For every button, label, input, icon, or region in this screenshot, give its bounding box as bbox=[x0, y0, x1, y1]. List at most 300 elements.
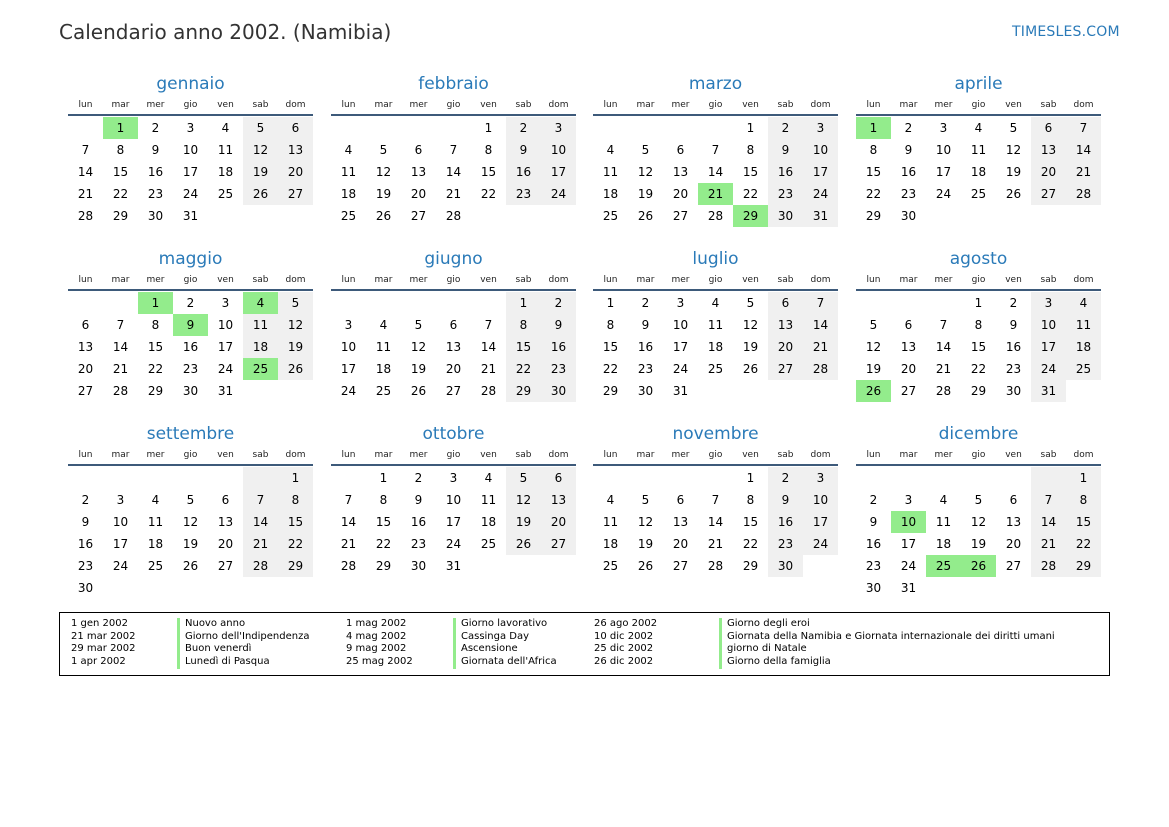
day-cell[interactable]: 24 bbox=[803, 533, 838, 555]
day-cell[interactable]: 5 bbox=[243, 117, 278, 139]
holiday-day-cell[interactable]: 26 bbox=[856, 380, 891, 402]
day-cell[interactable]: 13 bbox=[768, 314, 803, 336]
day-cell[interactable]: 27 bbox=[900, 384, 917, 398]
day-cell[interactable]: 12 bbox=[375, 165, 392, 179]
day-cell[interactable]: 28 bbox=[935, 384, 952, 398]
day-cell[interactable]: 28 bbox=[77, 209, 94, 223]
day-cell[interactable]: 25 bbox=[602, 559, 619, 573]
day-cell[interactable]: 3 bbox=[344, 318, 353, 332]
day-cell[interactable]: 25 bbox=[375, 384, 392, 398]
day-cell[interactable]: 9 bbox=[151, 143, 160, 157]
day-cell[interactable]: 12 bbox=[1005, 143, 1022, 157]
day-cell[interactable]: 4 bbox=[484, 471, 493, 485]
day-cell[interactable]: 14 bbox=[803, 314, 838, 336]
day-cell[interactable]: 10 bbox=[803, 489, 838, 511]
day-cell[interactable]: 27 bbox=[217, 559, 234, 573]
day-cell[interactable]: 10 bbox=[672, 318, 689, 332]
day-cell[interactable]: 14 bbox=[707, 165, 724, 179]
day-cell[interactable]: 18 bbox=[970, 165, 987, 179]
day-cell[interactable]: 15 bbox=[602, 340, 619, 354]
day-cell[interactable]: 17 bbox=[803, 511, 838, 533]
day-cell[interactable]: 29 bbox=[602, 384, 619, 398]
day-cell[interactable]: 18 bbox=[602, 537, 619, 551]
day-cell[interactable]: 3 bbox=[186, 121, 195, 135]
day-cell[interactable]: 9 bbox=[869, 515, 878, 529]
day-cell[interactable]: 23 bbox=[768, 533, 803, 555]
day-cell[interactable]: 19 bbox=[970, 537, 987, 551]
day-cell[interactable]: 14 bbox=[1031, 511, 1066, 533]
day-cell[interactable]: 10 bbox=[217, 318, 234, 332]
day-cell[interactable]: 30 bbox=[637, 384, 654, 398]
day-cell[interactable]: 21 bbox=[707, 537, 724, 551]
day-cell[interactable]: 7 bbox=[81, 143, 90, 157]
day-cell[interactable]: 15 bbox=[480, 165, 497, 179]
day-cell[interactable]: 15 bbox=[147, 340, 164, 354]
day-cell[interactable]: 8 bbox=[278, 489, 313, 511]
day-cell[interactable]: 7 bbox=[116, 318, 125, 332]
day-cell[interactable]: 16 bbox=[865, 537, 882, 551]
holiday-day-cell[interactable]: 1 bbox=[103, 117, 138, 139]
day-cell[interactable]: 25 bbox=[970, 187, 987, 201]
day-cell[interactable]: 27 bbox=[445, 384, 462, 398]
day-cell[interactable]: 8 bbox=[1066, 489, 1101, 511]
brand-link[interactable]: TIMESLES.COM bbox=[1012, 24, 1120, 40]
day-cell[interactable]: 15 bbox=[375, 515, 392, 529]
day-cell[interactable]: 31 bbox=[445, 559, 462, 573]
day-cell[interactable]: 29 bbox=[742, 559, 759, 573]
day-cell[interactable]: 11 bbox=[1066, 314, 1101, 336]
day-cell[interactable]: 1 bbox=[1066, 467, 1101, 489]
day-cell[interactable]: 13 bbox=[217, 515, 234, 529]
day-cell[interactable]: 6 bbox=[541, 467, 576, 489]
day-cell[interactable]: 7 bbox=[344, 493, 353, 507]
day-cell[interactable]: 12 bbox=[742, 318, 759, 332]
day-cell[interactable]: 30 bbox=[182, 384, 199, 398]
day-cell[interactable]: 22 bbox=[480, 187, 497, 201]
day-cell[interactable]: 30 bbox=[410, 559, 427, 573]
day-cell[interactable]: 17 bbox=[1031, 336, 1066, 358]
holiday-day-cell[interactable]: 26 bbox=[961, 555, 996, 577]
day-cell[interactable]: 16 bbox=[1005, 340, 1022, 354]
day-cell[interactable]: 6 bbox=[904, 318, 913, 332]
day-cell[interactable]: 2 bbox=[506, 117, 541, 139]
day-cell[interactable]: 2 bbox=[151, 121, 160, 135]
day-cell[interactable]: 2 bbox=[81, 493, 90, 507]
day-cell[interactable]: 21 bbox=[77, 187, 94, 201]
day-cell[interactable]: 2 bbox=[768, 467, 803, 489]
day-cell[interactable]: 31 bbox=[672, 384, 689, 398]
day-cell[interactable]: 21 bbox=[935, 362, 952, 376]
holiday-day-cell[interactable]: 25 bbox=[926, 555, 961, 577]
day-cell[interactable]: 18 bbox=[217, 165, 234, 179]
day-cell[interactable]: 30 bbox=[147, 209, 164, 223]
day-cell[interactable]: 9 bbox=[81, 515, 90, 529]
day-cell[interactable]: 21 bbox=[445, 187, 462, 201]
day-cell[interactable]: 27 bbox=[768, 358, 803, 380]
day-cell[interactable]: 11 bbox=[602, 165, 619, 179]
day-cell[interactable]: 6 bbox=[768, 292, 803, 314]
day-cell[interactable]: 23 bbox=[1005, 362, 1022, 376]
day-cell[interactable]: 12 bbox=[182, 515, 199, 529]
day-cell[interactable]: 6 bbox=[414, 143, 423, 157]
holiday-day-cell[interactable]: 4 bbox=[243, 292, 278, 314]
day-cell[interactable]: 23 bbox=[900, 187, 917, 201]
day-cell[interactable]: 6 bbox=[278, 117, 313, 139]
day-cell[interactable]: 30 bbox=[900, 209, 917, 223]
day-cell[interactable]: 29 bbox=[865, 209, 882, 223]
day-cell[interactable]: 10 bbox=[541, 139, 576, 161]
day-cell[interactable]: 13 bbox=[410, 165, 427, 179]
day-cell[interactable]: 21 bbox=[1031, 533, 1066, 555]
day-cell[interactable]: 6 bbox=[1031, 117, 1066, 139]
day-cell[interactable]: 25 bbox=[480, 537, 497, 551]
day-cell[interactable]: 31 bbox=[182, 209, 199, 223]
day-cell[interactable]: 11 bbox=[707, 318, 724, 332]
day-cell[interactable]: 28 bbox=[340, 559, 357, 573]
day-cell[interactable]: 20 bbox=[900, 362, 917, 376]
day-cell[interactable]: 11 bbox=[340, 165, 357, 179]
day-cell[interactable]: 28 bbox=[445, 209, 462, 223]
day-cell[interactable]: 20 bbox=[278, 161, 313, 183]
day-cell[interactable]: 12 bbox=[637, 165, 654, 179]
day-cell[interactable]: 3 bbox=[449, 471, 458, 485]
day-cell[interactable]: 19 bbox=[506, 511, 541, 533]
day-cell[interactable]: 17 bbox=[803, 161, 838, 183]
day-cell[interactable]: 16 bbox=[541, 336, 576, 358]
day-cell[interactable]: 19 bbox=[637, 187, 654, 201]
day-cell[interactable]: 22 bbox=[742, 537, 759, 551]
day-cell[interactable]: 4 bbox=[606, 493, 615, 507]
day-cell[interactable]: 10 bbox=[340, 340, 357, 354]
day-cell[interactable]: 4 bbox=[1066, 292, 1101, 314]
day-cell[interactable]: 20 bbox=[672, 187, 689, 201]
day-cell[interactable]: 11 bbox=[935, 515, 952, 529]
day-cell[interactable]: 24 bbox=[182, 187, 199, 201]
day-cell[interactable]: 16 bbox=[410, 515, 427, 529]
day-cell[interactable]: 13 bbox=[672, 515, 689, 529]
day-cell[interactable]: 18 bbox=[1066, 336, 1101, 358]
day-cell[interactable]: 21 bbox=[480, 362, 497, 376]
day-cell[interactable]: 13 bbox=[77, 340, 94, 354]
day-cell[interactable]: 19 bbox=[375, 187, 392, 201]
day-cell[interactable]: 18 bbox=[340, 187, 357, 201]
day-cell[interactable]: 27 bbox=[541, 533, 576, 555]
day-cell[interactable]: 7 bbox=[939, 318, 948, 332]
day-cell[interactable]: 16 bbox=[637, 340, 654, 354]
day-cell[interactable]: 15 bbox=[865, 165, 882, 179]
day-cell[interactable]: 23 bbox=[865, 559, 882, 573]
day-cell[interactable]: 17 bbox=[900, 537, 917, 551]
day-cell[interactable]: 28 bbox=[1066, 183, 1101, 205]
day-cell[interactable]: 21 bbox=[243, 533, 278, 555]
day-cell[interactable]: 9 bbox=[506, 139, 541, 161]
day-cell[interactable]: 9 bbox=[768, 489, 803, 511]
day-cell[interactable]: 11 bbox=[147, 515, 164, 529]
day-cell[interactable]: 20 bbox=[1005, 537, 1022, 551]
day-cell[interactable]: 27 bbox=[1005, 559, 1022, 573]
day-cell[interactable]: 28 bbox=[1031, 555, 1066, 577]
day-cell[interactable]: 18 bbox=[375, 362, 392, 376]
day-cell[interactable]: 3 bbox=[939, 121, 948, 135]
day-cell[interactable]: 11 bbox=[243, 314, 278, 336]
day-cell[interactable]: 6 bbox=[676, 493, 685, 507]
day-cell[interactable]: 27 bbox=[410, 209, 427, 223]
day-cell[interactable]: 10 bbox=[445, 493, 462, 507]
day-cell[interactable]: 24 bbox=[541, 183, 576, 205]
day-cell[interactable]: 25 bbox=[707, 362, 724, 376]
day-cell[interactable]: 27 bbox=[77, 384, 94, 398]
day-cell[interactable]: 3 bbox=[676, 296, 685, 310]
day-cell[interactable]: 25 bbox=[340, 209, 357, 223]
day-cell[interactable]: 8 bbox=[974, 318, 983, 332]
day-cell[interactable]: 14 bbox=[707, 515, 724, 529]
day-cell[interactable]: 22 bbox=[970, 362, 987, 376]
day-cell[interactable]: 30 bbox=[1005, 384, 1022, 398]
day-cell[interactable]: 19 bbox=[410, 362, 427, 376]
day-cell[interactable]: 1 bbox=[506, 292, 541, 314]
day-cell[interactable]: 19 bbox=[1005, 165, 1022, 179]
day-cell[interactable]: 5 bbox=[746, 296, 755, 310]
day-cell[interactable]: 31 bbox=[900, 581, 917, 595]
day-cell[interactable]: 14 bbox=[340, 515, 357, 529]
day-cell[interactable]: 20 bbox=[445, 362, 462, 376]
day-cell[interactable]: 14 bbox=[77, 165, 94, 179]
day-cell[interactable]: 22 bbox=[742, 187, 759, 201]
day-cell[interactable]: 11 bbox=[480, 493, 497, 507]
day-cell[interactable]: 1 bbox=[379, 471, 388, 485]
day-cell[interactable]: 12 bbox=[506, 489, 541, 511]
day-cell[interactable]: 24 bbox=[900, 559, 917, 573]
day-cell[interactable]: 10 bbox=[112, 515, 129, 529]
day-cell[interactable]: 1 bbox=[484, 121, 493, 135]
day-cell[interactable]: 12 bbox=[410, 340, 427, 354]
day-cell[interactable]: 9 bbox=[641, 318, 650, 332]
day-cell[interactable]: 14 bbox=[243, 511, 278, 533]
day-cell[interactable]: 15 bbox=[112, 165, 129, 179]
day-cell[interactable]: 1 bbox=[746, 121, 755, 135]
day-cell[interactable]: 28 bbox=[112, 384, 129, 398]
day-cell[interactable]: 12 bbox=[970, 515, 987, 529]
day-cell[interactable]: 9 bbox=[904, 143, 913, 157]
day-cell[interactable]: 16 bbox=[147, 165, 164, 179]
day-cell[interactable]: 30 bbox=[768, 205, 803, 227]
day-cell[interactable]: 31 bbox=[803, 205, 838, 227]
day-cell[interactable]: 20 bbox=[768, 336, 803, 358]
day-cell[interactable]: 14 bbox=[112, 340, 129, 354]
day-cell[interactable]: 1 bbox=[746, 471, 755, 485]
day-cell[interactable]: 24 bbox=[803, 183, 838, 205]
day-cell[interactable]: 15 bbox=[742, 515, 759, 529]
day-cell[interactable]: 5 bbox=[869, 318, 878, 332]
day-cell[interactable]: 31 bbox=[1031, 380, 1066, 402]
day-cell[interactable]: 20 bbox=[410, 187, 427, 201]
day-cell[interactable]: 14 bbox=[445, 165, 462, 179]
day-cell[interactable]: 15 bbox=[970, 340, 987, 354]
day-cell[interactable]: 17 bbox=[340, 362, 357, 376]
day-cell[interactable]: 23 bbox=[182, 362, 199, 376]
day-cell[interactable]: 19 bbox=[865, 362, 882, 376]
day-cell[interactable]: 25 bbox=[602, 209, 619, 223]
day-cell[interactable]: 5 bbox=[414, 318, 423, 332]
day-cell[interactable]: 8 bbox=[151, 318, 160, 332]
day-cell[interactable]: 4 bbox=[711, 296, 720, 310]
day-cell[interactable]: 6 bbox=[1009, 493, 1018, 507]
day-cell[interactable]: 29 bbox=[970, 384, 987, 398]
day-cell[interactable]: 5 bbox=[974, 493, 983, 507]
day-cell[interactable]: 20 bbox=[217, 537, 234, 551]
day-cell[interactable]: 5 bbox=[186, 493, 195, 507]
day-cell[interactable]: 22 bbox=[506, 358, 541, 380]
day-cell[interactable]: 15 bbox=[278, 511, 313, 533]
day-cell[interactable]: 8 bbox=[484, 143, 493, 157]
day-cell[interactable]: 21 bbox=[340, 537, 357, 551]
day-cell[interactable]: 19 bbox=[278, 336, 313, 358]
day-cell[interactable]: 7 bbox=[1031, 489, 1066, 511]
day-cell[interactable]: 18 bbox=[480, 515, 497, 529]
day-cell[interactable]: 29 bbox=[506, 380, 541, 402]
day-cell[interactable]: 27 bbox=[1031, 183, 1066, 205]
day-cell[interactable]: 6 bbox=[676, 143, 685, 157]
day-cell[interactable]: 18 bbox=[707, 340, 724, 354]
day-cell[interactable]: 29 bbox=[112, 209, 129, 223]
day-cell[interactable]: 23 bbox=[147, 187, 164, 201]
day-cell[interactable]: 14 bbox=[480, 340, 497, 354]
holiday-day-cell[interactable]: 25 bbox=[243, 358, 278, 380]
day-cell[interactable]: 28 bbox=[707, 209, 724, 223]
day-cell[interactable]: 18 bbox=[243, 336, 278, 358]
day-cell[interactable]: 24 bbox=[672, 362, 689, 376]
day-cell[interactable]: 27 bbox=[672, 559, 689, 573]
day-cell[interactable]: 13 bbox=[1005, 515, 1022, 529]
day-cell[interactable]: 17 bbox=[445, 515, 462, 529]
day-cell[interactable]: 6 bbox=[449, 318, 458, 332]
day-cell[interactable]: 23 bbox=[541, 358, 576, 380]
day-cell[interactable]: 12 bbox=[278, 314, 313, 336]
day-cell[interactable]: 16 bbox=[182, 340, 199, 354]
holiday-day-cell[interactable]: 9 bbox=[173, 314, 208, 336]
day-cell[interactable]: 22 bbox=[375, 537, 392, 551]
day-cell[interactable]: 16 bbox=[900, 165, 917, 179]
day-cell[interactable]: 3 bbox=[803, 467, 838, 489]
day-cell[interactable]: 19 bbox=[742, 340, 759, 354]
day-cell[interactable]: 29 bbox=[375, 559, 392, 573]
day-cell[interactable]: 21 bbox=[1066, 161, 1101, 183]
day-cell[interactable]: 26 bbox=[182, 559, 199, 573]
day-cell[interactable]: 22 bbox=[147, 362, 164, 376]
day-cell[interactable]: 5 bbox=[379, 143, 388, 157]
day-cell[interactable]: 1 bbox=[278, 467, 313, 489]
day-cell[interactable]: 23 bbox=[637, 362, 654, 376]
day-cell[interactable]: 1 bbox=[606, 296, 615, 310]
day-cell[interactable]: 26 bbox=[1005, 187, 1022, 201]
day-cell[interactable]: 17 bbox=[217, 340, 234, 354]
day-cell[interactable]: 9 bbox=[414, 493, 423, 507]
day-cell[interactable]: 14 bbox=[1066, 139, 1101, 161]
day-cell[interactable]: 16 bbox=[506, 161, 541, 183]
day-cell[interactable]: 10 bbox=[1031, 314, 1066, 336]
day-cell[interactable]: 26 bbox=[243, 183, 278, 205]
day-cell[interactable]: 2 bbox=[1009, 296, 1018, 310]
day-cell[interactable]: 2 bbox=[641, 296, 650, 310]
day-cell[interactable]: 2 bbox=[869, 493, 878, 507]
day-cell[interactable]: 24 bbox=[340, 384, 357, 398]
day-cell[interactable]: 24 bbox=[217, 362, 234, 376]
day-cell[interactable]: 13 bbox=[278, 139, 313, 161]
day-cell[interactable]: 20 bbox=[1031, 161, 1066, 183]
day-cell[interactable]: 10 bbox=[182, 143, 199, 157]
day-cell[interactable]: 19 bbox=[182, 537, 199, 551]
day-cell[interactable]: 7 bbox=[243, 489, 278, 511]
day-cell[interactable]: 4 bbox=[379, 318, 388, 332]
day-cell[interactable]: 26 bbox=[637, 209, 654, 223]
day-cell[interactable]: 5 bbox=[641, 493, 650, 507]
day-cell[interactable]: 23 bbox=[768, 183, 803, 205]
day-cell[interactable]: 2 bbox=[768, 117, 803, 139]
day-cell[interactable]: 10 bbox=[935, 143, 952, 157]
day-cell[interactable]: 17 bbox=[935, 165, 952, 179]
day-cell[interactable]: 11 bbox=[375, 340, 392, 354]
day-cell[interactable]: 24 bbox=[1031, 358, 1066, 380]
day-cell[interactable]: 13 bbox=[900, 340, 917, 354]
day-cell[interactable]: 17 bbox=[182, 165, 199, 179]
day-cell[interactable]: 8 bbox=[746, 493, 755, 507]
day-cell[interactable]: 4 bbox=[344, 143, 353, 157]
day-cell[interactable]: 23 bbox=[410, 537, 427, 551]
day-cell[interactable]: 28 bbox=[707, 559, 724, 573]
day-cell[interactable]: 26 bbox=[742, 362, 759, 376]
day-cell[interactable]: 18 bbox=[602, 187, 619, 201]
day-cell[interactable]: 22 bbox=[112, 187, 129, 201]
day-cell[interactable]: 7 bbox=[711, 143, 720, 157]
day-cell[interactable]: 31 bbox=[217, 384, 234, 398]
day-cell[interactable]: 2 bbox=[541, 292, 576, 314]
day-cell[interactable]: 28 bbox=[480, 384, 497, 398]
day-cell[interactable]: 20 bbox=[541, 511, 576, 533]
day-cell[interactable]: 2 bbox=[186, 296, 195, 310]
day-cell[interactable]: 11 bbox=[970, 143, 987, 157]
day-cell[interactable]: 4 bbox=[221, 121, 230, 135]
day-cell[interactable]: 25 bbox=[1066, 358, 1101, 380]
day-cell[interactable]: 13 bbox=[1031, 139, 1066, 161]
day-cell[interactable]: 27 bbox=[278, 183, 313, 205]
day-cell[interactable]: 3 bbox=[541, 117, 576, 139]
day-cell[interactable]: 8 bbox=[506, 314, 541, 336]
day-cell[interactable]: 17 bbox=[541, 161, 576, 183]
day-cell[interactable]: 3 bbox=[1031, 292, 1066, 314]
day-cell[interactable]: 19 bbox=[637, 537, 654, 551]
day-cell[interactable]: 30 bbox=[768, 555, 803, 577]
day-cell[interactable]: 26 bbox=[506, 533, 541, 555]
day-cell[interactable]: 29 bbox=[278, 555, 313, 577]
day-cell[interactable]: 28 bbox=[243, 555, 278, 577]
holiday-day-cell[interactable]: 1 bbox=[856, 117, 891, 139]
day-cell[interactable]: 6 bbox=[221, 493, 230, 507]
day-cell[interactable]: 12 bbox=[865, 340, 882, 354]
day-cell[interactable]: 3 bbox=[116, 493, 125, 507]
day-cell[interactable]: 6 bbox=[81, 318, 90, 332]
holiday-day-cell[interactable]: 21 bbox=[698, 183, 733, 205]
day-cell[interactable]: 21 bbox=[112, 362, 129, 376]
day-cell[interactable]: 22 bbox=[602, 362, 619, 376]
day-cell[interactable]: 22 bbox=[1066, 533, 1101, 555]
day-cell[interactable]: 24 bbox=[445, 537, 462, 551]
day-cell[interactable]: 26 bbox=[410, 384, 427, 398]
day-cell[interactable]: 4 bbox=[606, 143, 615, 157]
day-cell[interactable]: 2 bbox=[904, 121, 913, 135]
day-cell[interactable]: 10 bbox=[803, 139, 838, 161]
day-cell[interactable]: 19 bbox=[243, 161, 278, 183]
day-cell[interactable]: 3 bbox=[221, 296, 230, 310]
